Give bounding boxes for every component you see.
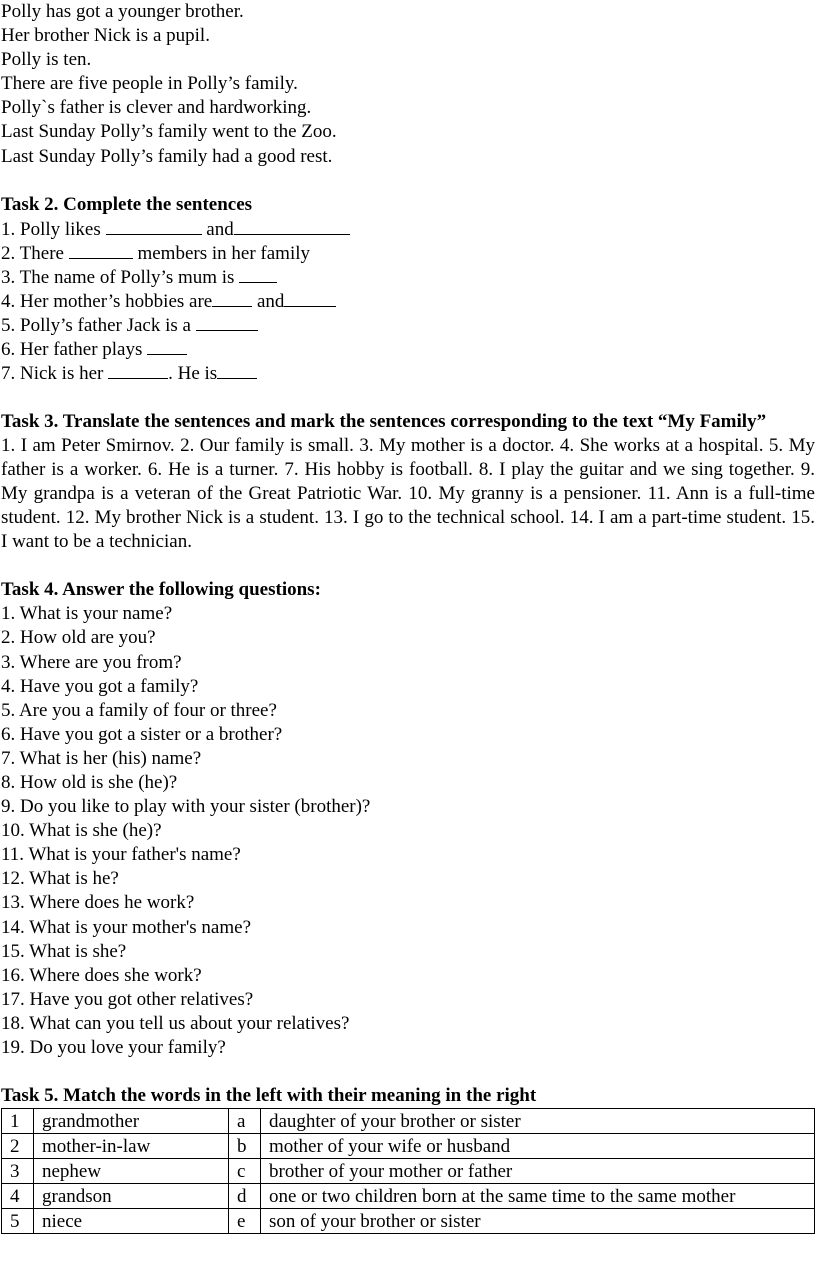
sentence-text: 4. Her mother’s hobbies are [1,291,213,313]
word-cell: grandmother [34,1109,229,1134]
task2-title: Task 2. Complete the sentences [1,193,253,215]
fill-in-sentence [1,289,816,313]
question-item: 2. How old are you? [1,627,156,649]
statement-line: Last Sunday Polly’s family had a good rest. [1,145,333,167]
meaning-cell: one or two children born at the same time to the same mother [261,1184,815,1209]
sentence-text: 5. Polly’s father Jack is a [1,315,196,337]
question-item: 10. What is she (he)? [1,820,162,842]
answer-blank[interactable] [212,289,252,307]
row-number: 4 [2,1184,34,1209]
question-item: 14. What is your mother's name? [1,916,252,938]
sentence-text: 7. Nick is her [1,363,109,385]
task5-section [1,1084,816,1234]
answer-blank[interactable] [108,361,168,379]
sentence-text: 3. The name of Polly’s mum is [1,267,240,289]
question-item: 9. Do you like to play with your sister (brother)? [1,796,371,818]
letter-cell: d [229,1184,261,1209]
sentence-text: 2. There [1,242,69,264]
table-row [2,1159,815,1184]
fill-in-sentence [1,337,816,361]
question-item: 6. Have you got a sister or a brother? [1,723,283,745]
statement-line: Polly has got a younger brother. [1,1,244,22]
question-item: 1. What is your name? [1,603,173,625]
question-item: 3. Where are you from? [1,651,182,673]
question-item: 16. Where does she work? [1,964,202,986]
meaning-cell: daughter of your brother or sister [261,1109,815,1134]
fill-in-sentence [1,241,816,265]
task4-section [1,578,816,1060]
question-item: 12. What is he? [1,868,119,890]
statement-line: There are five people in Polly’s family. [1,73,298,95]
table-row [2,1209,815,1234]
question-item: 15. What is she? [1,940,127,962]
sentence-text: 6. Her father plays [1,339,148,361]
question-item: 11. What is your father's name? [1,844,241,866]
statement-line: Polly`s father is clever and hardworking. [1,97,312,119]
task3-text: 1. I am Peter Smirnov. 2. Our family is small. 3. My mother is a doctor. 4. She works at a hospital. 5. My father is a worker. 6. He is a turner. 7. His hobby is football. 8. I play the guitar and we sing together. 9. My grandpa is a veteran of the Great Patriotic War. 10. My granny is a pensioner. 11. Ann is a full-time student. 12. My brother Nick is a student. 13. I go to the technical school. 14. I am a part-time student. 15. I want to be a technician. [1,434,815,553]
fill-in-sentence [1,265,816,289]
word-cell: niece [34,1209,229,1234]
sentence-text: and [201,218,234,240]
answer-blank[interactable] [147,337,187,355]
meaning-cell: brother of your mother or father [261,1159,815,1184]
question-item: 5. Are you a family of four or three? [1,699,277,721]
matching-table [1,1108,815,1234]
sentence-text: . He is [168,363,218,385]
sentence-text: and [252,291,285,313]
answer-blank[interactable] [234,217,350,235]
answer-blank[interactable] [69,241,133,259]
question-item: 17. Have you got other relatives? [1,988,254,1010]
row-number: 5 [2,1209,34,1234]
letter-cell: e [229,1209,261,1234]
statement-line: Polly is ten. [1,49,92,71]
question-item: 19. Do you love your family? [1,1037,226,1059]
letter-cell: c [229,1159,261,1184]
task5-title: Task 5. Match the words in the left with their meaning in the right [1,1085,537,1107]
task3-title: Task 3. Translate the sentences and mark the sentences corresponding to the text “My Family” [1,410,767,432]
answer-blank[interactable] [284,289,336,307]
table-row [2,1109,815,1134]
row-number: 1 [2,1109,34,1134]
word-cell: grandson [34,1184,229,1209]
fill-in-sentence [1,217,816,241]
statement-line: Her brother Nick is a pupil. [1,25,210,47]
question-item: 8. How old is she (he)? [1,772,178,793]
meaning-cell: son of your brother or sister [261,1209,815,1234]
sentence-text: 1. Polly likes [1,218,106,240]
question-item: 18. What can you tell us about your relatives? [1,1012,350,1034]
sentence-text: members in her family [132,242,310,264]
fill-in-sentence [1,313,816,337]
table-row [2,1134,815,1159]
table-row [2,1184,815,1209]
task2-section [1,193,816,386]
answer-blank[interactable] [106,217,202,235]
word-cell: mother-in-law [34,1134,229,1159]
word-cell: nephew [34,1159,229,1184]
intro-statements [1,0,816,169]
task3-section [1,410,816,555]
answer-blank[interactable] [217,361,257,379]
letter-cell: b [229,1134,261,1159]
row-number: 2 [2,1134,34,1159]
question-item: 4. Have you got a family? [1,675,199,697]
question-item: 13. Where does he work? [1,892,195,914]
question-item: 7. What is her (his) name? [1,747,202,769]
statement-line: Last Sunday Polly’s family went to the Zoo. [1,121,337,143]
meaning-cell: mother of your wife or husband [261,1134,815,1159]
letter-cell: a [229,1109,261,1134]
task4-title: Task 4. Answer the following questions: [1,579,321,601]
row-number: 3 [2,1159,34,1184]
answer-blank[interactable] [239,265,277,283]
answer-blank[interactable] [196,313,258,331]
fill-in-sentence [1,361,816,385]
